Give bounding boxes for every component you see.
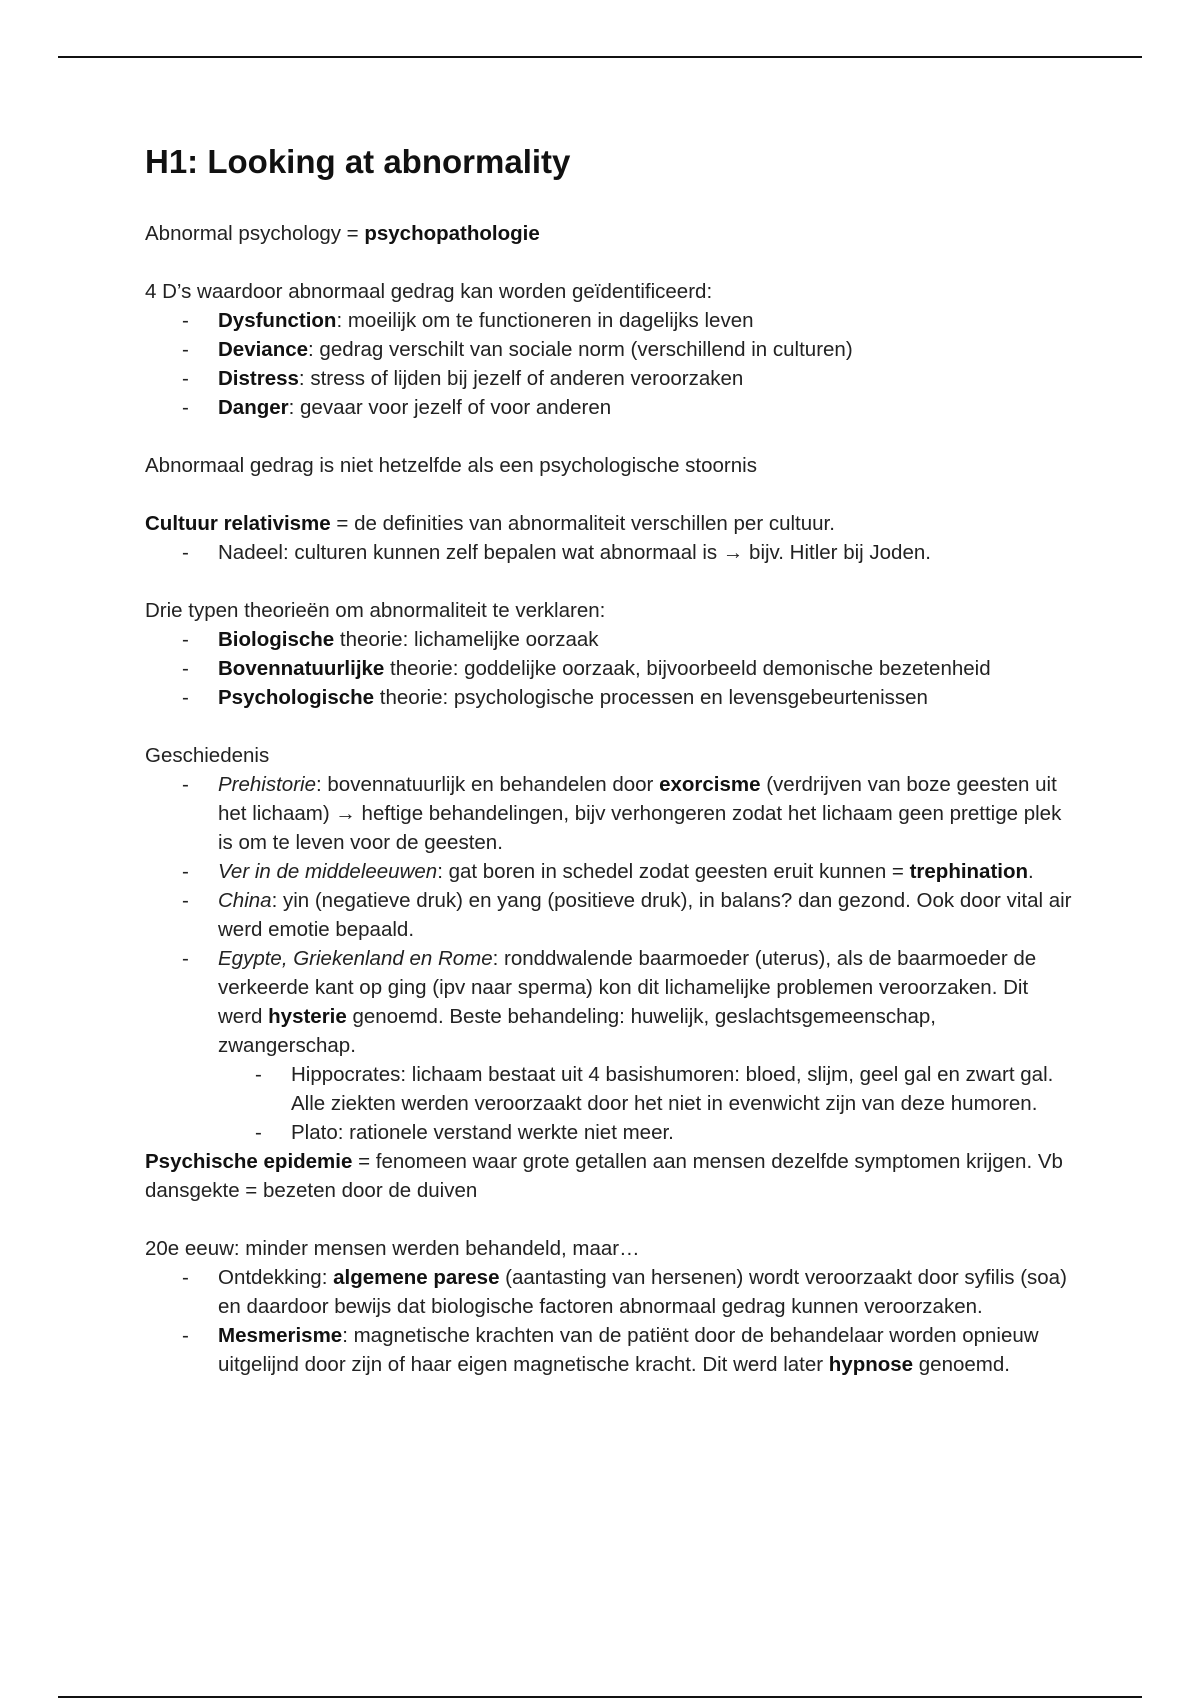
epidemie-line: Psychische epidemie = fenomeen waar grote getallen aan mensen dezelfde symptomen krijgen. Vb dansgekte = bezeten door de duiven xyxy=(145,1150,1063,1202)
list-item: - Ontdekking: algemene parese (aantasting van hersenen) wordt veroorzaakt door syfilis (soa) en daardoor bewijs dat biologische factoren abnormaal gedrag kunnen veroorzaken. xyxy=(145,1263,1075,1321)
list-item: - Mesmerisme: magnetische krachten van de patiënt door de behandelaar worden opnieuw uitgelijnd door zijn of haar eigen magnetische kracht. Dit werd later hypnose genoemd. xyxy=(145,1321,1075,1379)
list-item: - Biologische theorie: lichamelijke oorzaak xyxy=(145,625,1075,654)
list-item: - Plato: rationele verstand werkte niet meer. xyxy=(218,1118,1075,1147)
intro-term: psychopathologie xyxy=(364,222,540,245)
bottom-rule xyxy=(58,1696,1142,1698)
history-list xyxy=(145,770,1075,1147)
list-item: - Hippocrates: lichaam bestaat uit 4 basishumoren: bloed, slijm, geel gal en zwart gal. Alle ziekten werden veroorzaakt door het niet in evenwicht zijn van deze humoren. xyxy=(218,1060,1075,1118)
list-item: - Ver in de middeleeuwen: gat boren in schedel zodat geesten eruit kunnen = trephination. xyxy=(145,857,1075,886)
theories-lead: Drie typen theorieën om abnormaliteit te verklaren: xyxy=(145,599,606,622)
list-item: - Danger: gevaar voor jezelf of voor anderen xyxy=(145,393,1075,422)
twentieth-lead: 20e eeuw: minder mensen werden behandeld, maar… xyxy=(145,1237,640,1260)
history-heading: Geschiedenis xyxy=(145,744,270,767)
cultuur-list xyxy=(145,538,1075,567)
cultuur-line: Cultuur relativisme = de definities van abnormaliteit verschillen per cultuur. xyxy=(145,512,835,535)
list-item: - Bovennatuurlijke theorie: goddelijke oorzaak, bijvoorbeeld demonische bezetenheid xyxy=(145,654,1075,683)
document-body xyxy=(145,140,1075,1379)
four-ds-list xyxy=(145,306,1075,422)
theories-list xyxy=(145,625,1075,712)
twentieth-list xyxy=(145,1263,1075,1379)
list-item: - China: yin (negatieve druk) en yang (positieve druk), in balans? dan gezond. Ook door vital air werd emotie bepaald. xyxy=(145,886,1075,944)
list-item: - Egypte, Griekenland en Rome: ronddwalende baarmoeder (uterus), als de baarmoeder de verkeerde kant op ging (ipv naar sperma) kon dit lichamelijke problemen veroorzaken. Dit werd hysterie genoemd. Beste behandeling: huwelijk, geslachtsgemeenschap, zwangerschap. - Hippocrates: lichaam bestaat uit 4 basishumoren: bloed, slijm, geel gal en zwart gal. Alle ziekten werden veroorzaakt door het niet in evenwicht zijn van deze humoren. - Plato: rationele verstand werkte niet meer. xyxy=(145,944,1075,1147)
list-item: - Psychologische theorie: psychologische processen en levensgebeurtenissen xyxy=(145,683,1075,712)
top-rule xyxy=(58,56,1142,58)
list-item: - Deviance: gedrag verschilt van sociale norm (verschillend in culturen) xyxy=(145,335,1075,364)
list-item: - Prehistorie: bovennatuurlijk en behandelen door exorcisme (verdrijven van boze geesten uit het lichaam) → heftige behandelingen, bijv verhongeren zodat het lichaam geen prettige plek is om te leven voor de geesten. xyxy=(145,770,1075,857)
list-item: - Nadeel: culturen kunnen zelf bepalen wat abnormaal is → bijv. Hitler bij Joden. xyxy=(145,538,1075,567)
four-ds-lead: 4 D’s waardoor abnormaal gedrag kan worden geïdentificeerd: xyxy=(145,280,713,303)
list-item: - Distress: stress of lijden bij jezelf of anderen veroorzaken xyxy=(145,364,1075,393)
not-same-line: Abnormaal gedrag is niet hetzelfde als een psychologische stoornis xyxy=(145,454,757,477)
intro-text: Abnormal psychology = xyxy=(145,222,365,245)
list-item: - Dysfunction: moeilijk om te functioneren in dagelijks leven xyxy=(145,306,1075,335)
page-title: H1: Looking at abnormality xyxy=(145,143,571,180)
intro-line xyxy=(145,219,1075,248)
history-sub-list xyxy=(218,1060,1075,1147)
